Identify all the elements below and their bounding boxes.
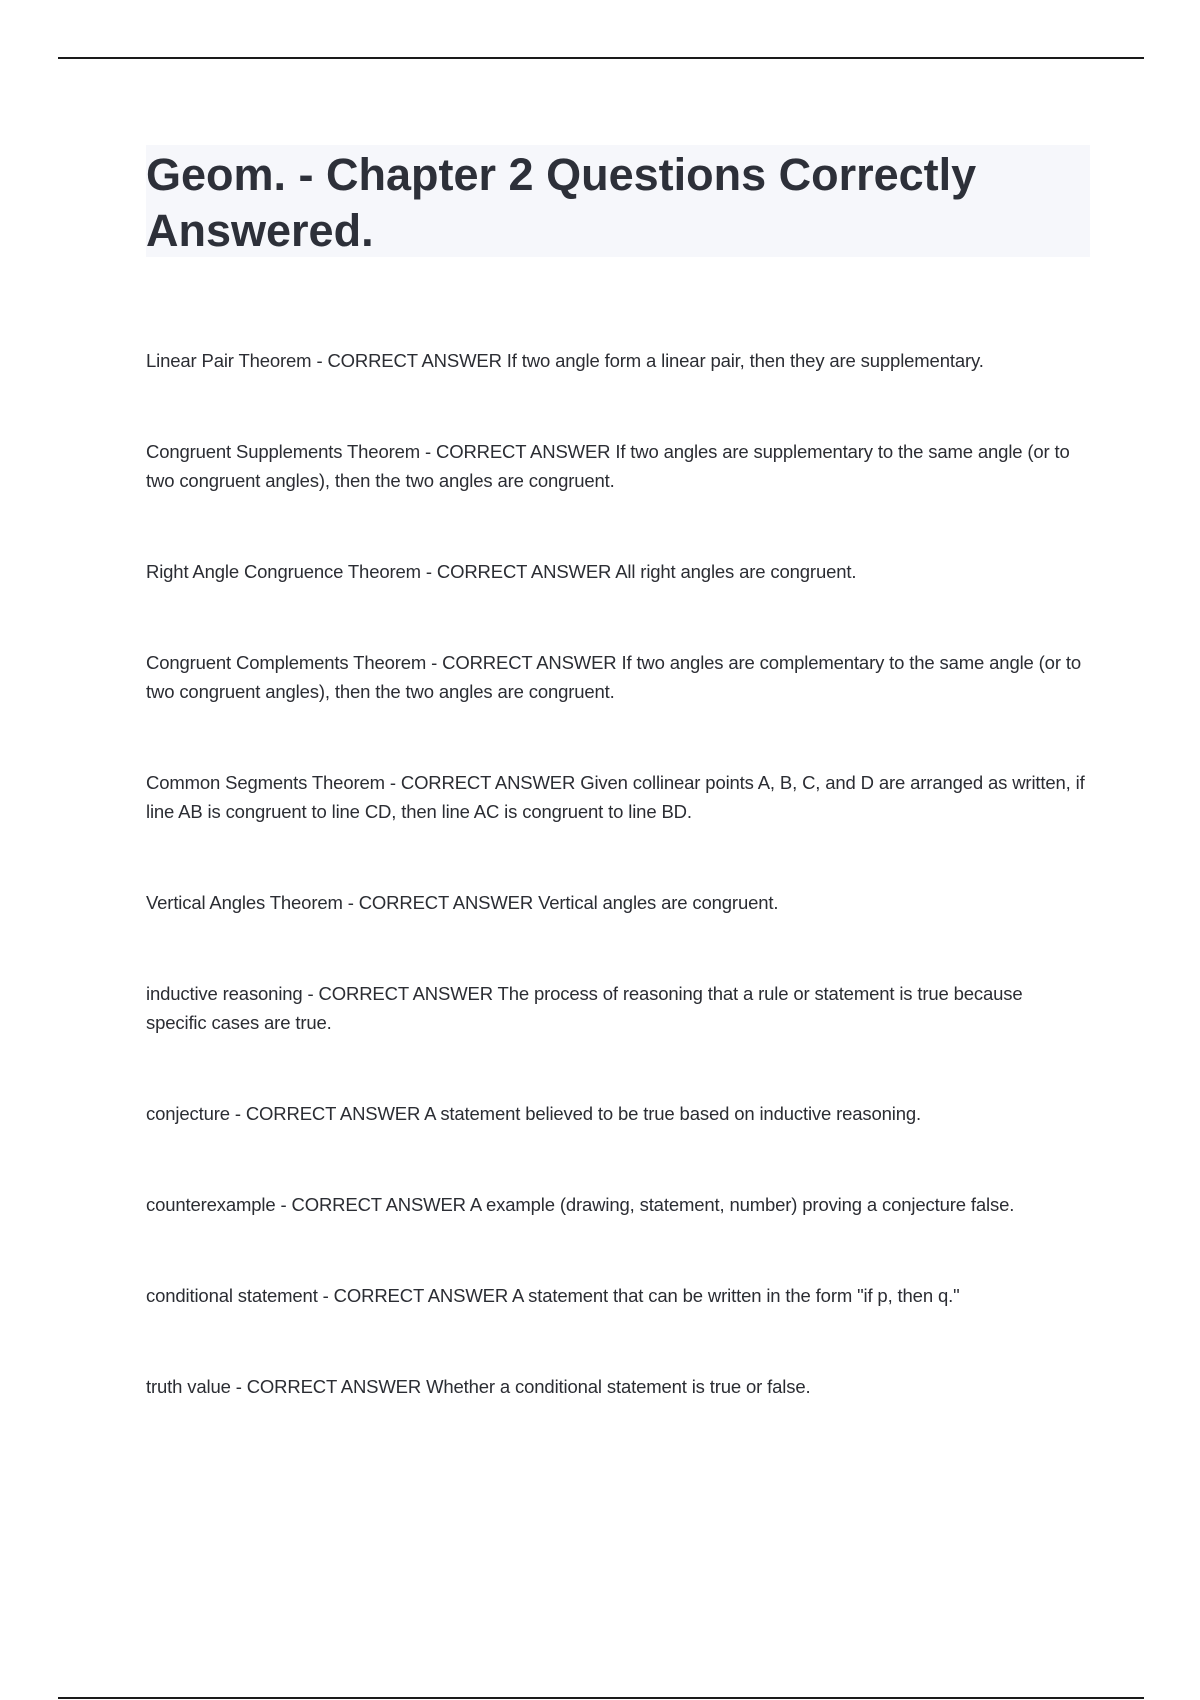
list-item: truth value - CORRECT ANSWER Whether a conditional statement is true or false.	[146, 1376, 811, 1397]
page-title: Geom. - Chapter 2 Questions Correctly Answered.	[146, 149, 977, 256]
list-item: conditional statement - CORRECT ANSWER A statement that can be written in the form "if p, then q."	[146, 1285, 960, 1306]
list-item: Right Angle Congruence Theorem - CORRECT ANSWER All right angles are congruent.	[146, 561, 857, 582]
list-item: Vertical Angles Theorem - CORRECT ANSWER Vertical angles are congruent.	[146, 892, 779, 913]
list-item: Congruent Supplements Theorem - CORRECT ANSWER If two angles are supplementary to the same angle (or to two congruent angles), then the two angles are congruent.	[146, 441, 1070, 491]
list-item: counterexample - CORRECT ANSWER A example (drawing, statement, number) proving a conjecture false.	[146, 1194, 1015, 1215]
list-item: inductive reasoning - CORRECT ANSWER The process of reasoning that a rule or statement is true because specific cases are true.	[146, 983, 1023, 1033]
list-item: Congruent Complements Theorem - CORRECT ANSWER If two angles are complementary to the same angle (or to two congruent angles), then the two angles are congruent.	[146, 652, 1081, 702]
list-item: Linear Pair Theorem - CORRECT ANSWER If two angle form a linear pair, then they are supplementary.	[146, 350, 984, 371]
list-item: conjecture - CORRECT ANSWER A statement believed to be true based on inductive reasoning.	[146, 1103, 922, 1124]
top-rule	[58, 57, 1144, 59]
bottom-rule	[58, 1697, 1144, 1699]
title-box	[146, 145, 1090, 257]
entry-list	[146, 346, 1086, 1463]
list-item: Common Segments Theorem - CORRECT ANSWER Given collinear points A, B, C, and D are arranged as written, if line AB is congruent to line CD, then line AC is congruent to line BD.	[146, 772, 1085, 822]
